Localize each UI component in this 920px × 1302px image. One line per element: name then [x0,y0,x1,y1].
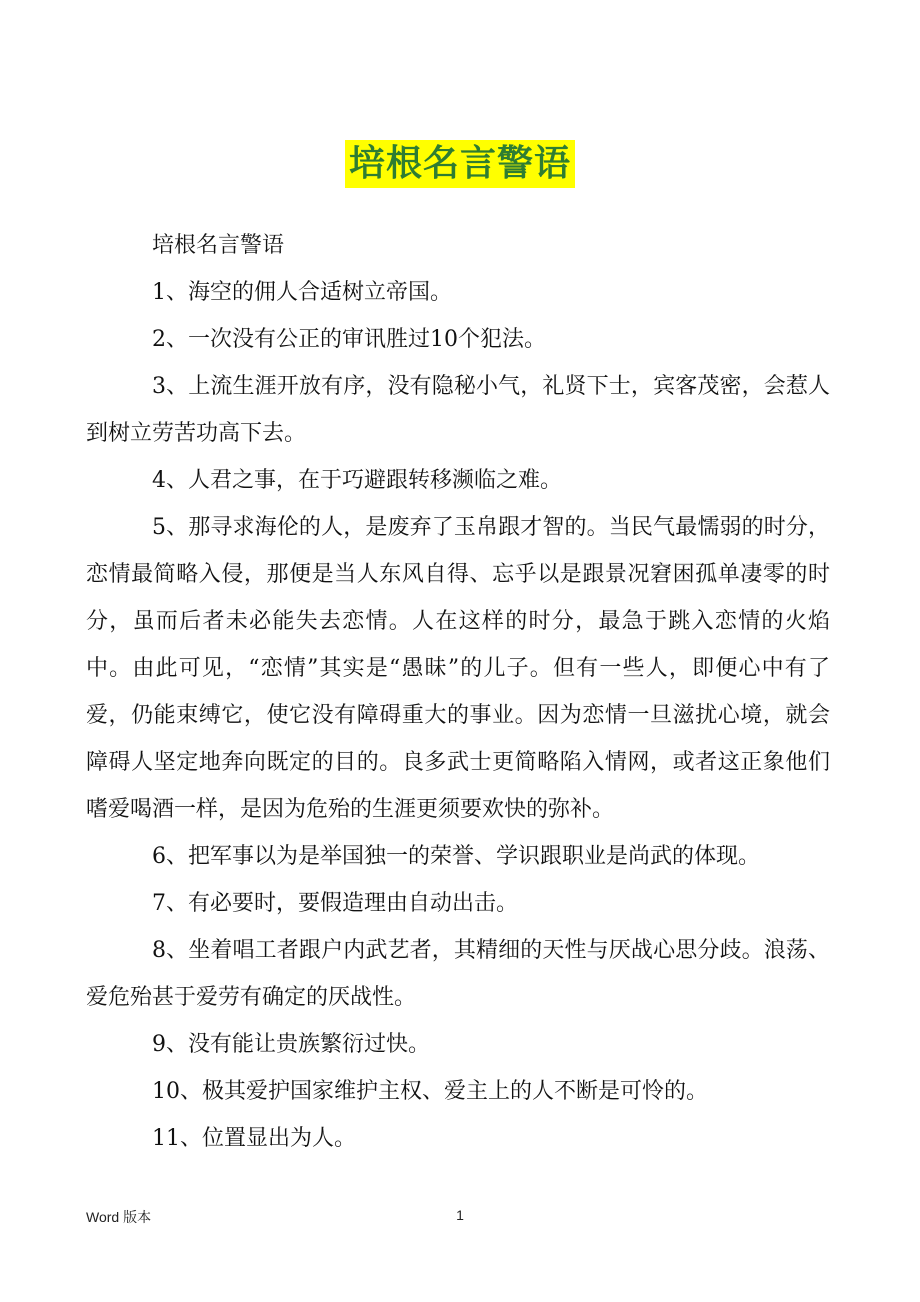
footer-version-label: Word 版本 [86,1209,152,1225]
paragraph-quote-4: 4、人君之事，在于巧避跟转移濒临之难。 [152,468,562,493]
paragraph-quote-7: 7、有必要时，要假造理由自动出击。 [152,891,518,916]
paragraph-quote-6: 6、把军事以为是举国独一的荣誉、学识跟职业是尚武的体现。 [152,844,760,869]
paragraph-heading: 培根名言警语 [152,233,285,258]
paragraph-quote-10: 10、极其爱护国家维护主权、爱主上的人不断是可怜的。 [152,1079,708,1104]
paragraph-quote-9: 9、没有能让贵族繁衍过快。 [152,1032,430,1057]
paragraph-quote-3: 3、上流生涯开放有序，没有隐秘小气，礼贤下士，宾客茂密，会惹人到树立劳苦功高下去。 [86,374,830,446]
paragraph-quote-8: 8、坐着唱工者跟户内武艺者，其精细的天性与厌战心思分歧。浪荡、爱危殆甚于爱劳有确定的厌战性。 [86,938,830,1010]
paragraph-quote-2: 2、一次没有公正的审讯胜过10个犯法。 [152,327,546,352]
paragraph-quote-1: 1、海空的佣人合适树立帝国。 [152,280,452,305]
document-body [86,222,830,1162]
paragraph-quote-5: 5、那寻求海伦的人，是废弃了玉帛跟才智的。当民气最懦弱的时分，恋情最简略入侵，那便是当人东风自得、忘乎以是跟景况窘困孤单凄零的时分，虽而后者未必能失去恋情。人在这样的时分，最急于跳入恋情的火焰中。由此可见，“恋情”其实是“愚昧”的儿子。但有一些人，即便心中有了爱，仍能束缚它，使它没有障碍重大的事业。因为恋情一旦滋扰心境，就会障碍人坚定地奔向既定的目的。良多武士更简略陷入情网，或者这正象他们嗜爱喝酒一样，是因为危殆的生涯更须要欢快的弥补。 [86,515,830,822]
title-container [0,140,920,188]
paragraph-quote-11: 11、位置显出为人。 [152,1126,356,1151]
document-title: 培根名言警语 [345,140,575,188]
footer-page-number: 1 [456,1207,464,1223]
